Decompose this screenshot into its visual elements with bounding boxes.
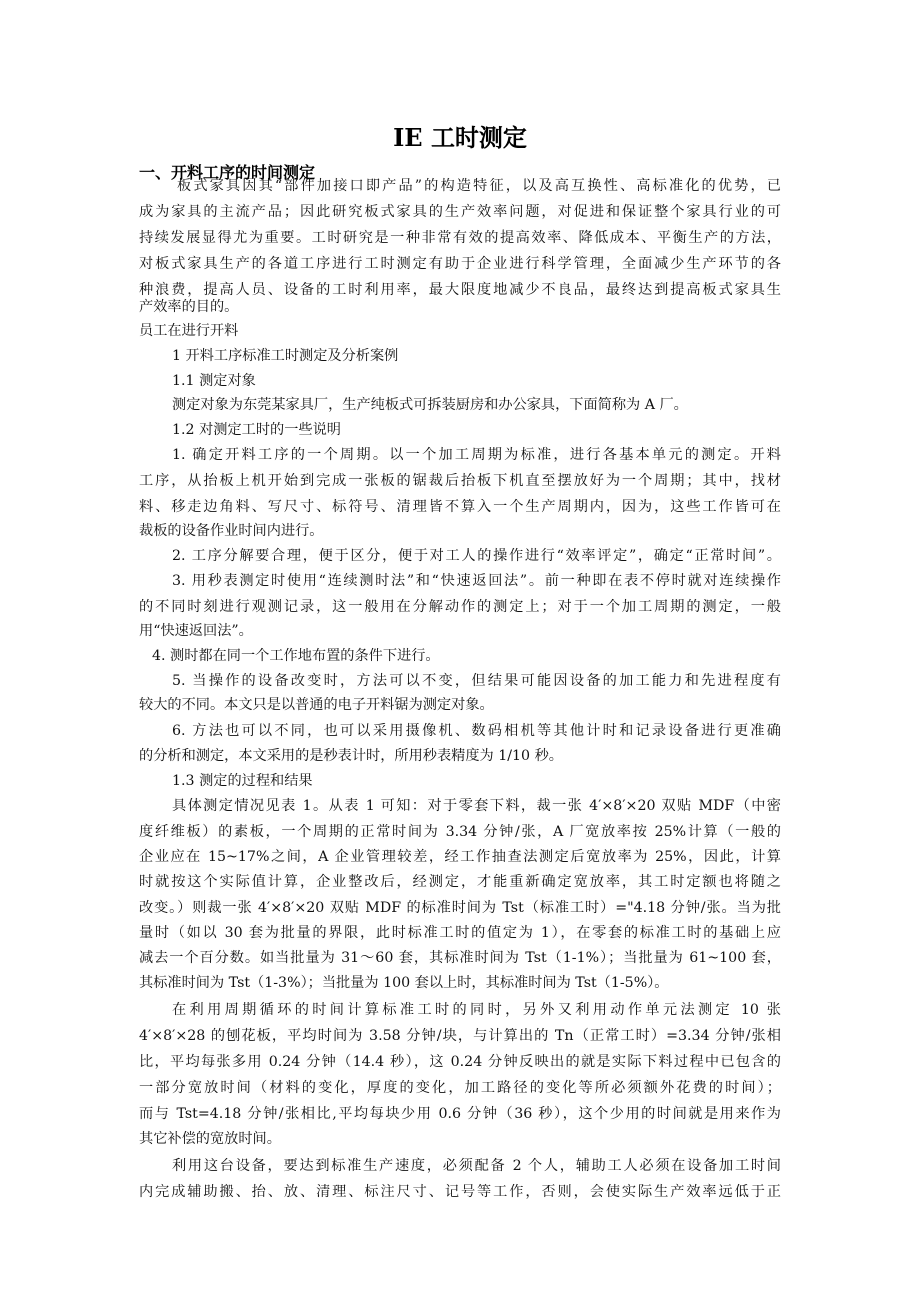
- text-line: 2. 工序分解要合理，便于区分，便于对工人的操作进行“效率评定”，确定“正常时间”。: [172, 548, 781, 564]
- text-line: 料、移走边角料、写尺寸、标符号、清理皆不算入一个生产周期内，因为，这些工作皆可在: [139, 499, 781, 515]
- text-line: 比，平均每张多用 0.24 分钟（14.4 秒），这 0.24 分钟反映出的就是实际下料过程中已包含的: [139, 1054, 781, 1070]
- text-line: 1.2 对测定工时的一些说明: [172, 422, 341, 438]
- text-line: 持续发展显得尤为重要。工时研究是一种非常有效的提高效率、降低成本、平衡生产的方法，: [139, 230, 781, 246]
- text-line: 3. 用秒表测定时使用“连续测时法”和“快速返回法”。前一种即在表不停时就对连续操作: [172, 573, 781, 589]
- text-line: 板式家具因其“部件加接口即产品”的构造特征，以及高互换性、高标准化的优势，已: [177, 178, 781, 194]
- text-line: 员工在进行开料: [139, 323, 239, 339]
- text-line: 的不同时刻进行观测记录，这一般用在分解动作的测定上；对于一个加工周期的测定，一般: [139, 599, 781, 615]
- text-line: 一部分宽放时间（材料的变化，厚度的变化，加工路径的变化等所必须额外花费的时间）；: [139, 1080, 781, 1096]
- document-title: IE 工时测定: [393, 123, 527, 152]
- text-line: 用“快速返回法”。: [139, 623, 253, 639]
- text-line: 成为家具的主流产品；因此研究板式家具的生产效率问题，对促进和保证整个家具行业的可: [139, 204, 781, 220]
- text-line: 对板式家具生产的各道工序进行工时测定有助于企业进行科学管理，全面减少生产环节的各: [139, 256, 781, 272]
- section-heading: 一、开料工序的时间测定: [139, 163, 316, 182]
- text-line: 在利用周期循环的时间计算标准工时的同时，另外又利用动作单元法测定 10 张: [172, 1002, 781, 1018]
- text-line: 1.1 测定对象: [172, 373, 256, 389]
- text-line: 种浪费，提高人员、设备的工时利用率，最大限度地减少不良品，最终达到提高板式家具生: [139, 282, 781, 298]
- text-line: 1 开料工序标准工时测定及分析案例: [172, 348, 399, 364]
- text-line: 其标准时间为 Tst（1-3%）；当批量为 100 套以上时，其标准时间为 Tst（1-5%）。: [139, 975, 669, 991]
- text-line: 减去一个百分数。如当批量为 31～60 套，其标准时间为 Tst（1-1%）；当批量为 61~100 套，: [139, 950, 781, 966]
- text-line: 而与 Tst=4.18 分钟/张相比,平均每块少用 0.6 分钟（36 秒），这个少用的时间就是用来作为: [139, 1106, 781, 1122]
- text-line: 工序，从抬板上机开始到完成一张板的锯裁后抬板下机直至摆放好为一个周期；其中，找材: [139, 473, 781, 489]
- text-line: 的分析和测定，本文采用的是秒表计时，所用秒表精度为 1/10 秒。: [139, 748, 563, 764]
- text-line: 产效率的目的。: [139, 299, 239, 315]
- text-line: 其它补偿的宽放时间。: [139, 1131, 281, 1147]
- text-line: 4. 测时都在同一个工作地布置的条件下进行。: [152, 648, 440, 664]
- text-line: 裁板的设备作业时间内进行。: [139, 523, 324, 539]
- text-line: 1.3 测定的过程和结果: [172, 773, 313, 789]
- text-line: 度纤维板）的素板，一个周期的正常时间为 3.34 分钟/张，A 厂宽放率按 25%计算（一般的: [139, 824, 781, 840]
- text-line: 4′×8′×28 的刨花板，平均时间为 3.58 分钟/块，与计算出的 Tn（正常工时）=3.34 分钟/张相: [139, 1028, 781, 1044]
- text-line: 内完成辅助搬、抬、放、清理、标注尺寸、记号等工作，否则，会使实际生产效率远低于正: [139, 1184, 781, 1200]
- text-line: 利用这台设备，要达到标准生产速度，必须配备 2 个人，辅助工人必须在设备加工时间: [172, 1158, 781, 1174]
- text-line: 6. 方法也可以不同，也可以采用摄像机、数码相机等其他计时和记录设备进行更准确: [172, 723, 781, 739]
- text-line: 5. 当操作的设备改变时，方法可以不变，但结果可能因设备的加工能力和先进程度有: [172, 673, 781, 689]
- text-line: 改变。）则裁一张 4′×8′×20 双贴 MDF 的标准时间为 Tst（标准工时）="4.18 分钟/张。当为批: [139, 900, 781, 916]
- text-line: 企业应在 15~17%之间，A 企业管理较差，经工作抽查法测定后宽放率为 25%，因此，计算: [139, 849, 781, 865]
- text-line: 测定对象为东莞某家具厂，生产纯板式可拆装厨房和办公家具，下面简称为 A 厂。: [172, 397, 688, 413]
- text-line: 1. 确定开料工序的一个周期。以一个加工周期为标准，进行各基本单元的测定。开料: [172, 447, 781, 463]
- text-line: 量时（如以 30 套为批量的界限，此时标准工时的值定为 1），在零套的标准工时的基础上应: [139, 925, 781, 941]
- text-line: 时就按这个实际值计算，企业整改后，经测定，才能重新确定宽放率，其工时定额也将随之: [139, 874, 781, 890]
- text-line: 具体测定情况见表 1。从表 1 可知：对于零套下料，裁一张 4′×8′×20 双贴 MDF（中密: [172, 798, 781, 814]
- text-line: 较大的不同。本文只是以普通的电子开料锯为测定对象。: [139, 697, 494, 713]
